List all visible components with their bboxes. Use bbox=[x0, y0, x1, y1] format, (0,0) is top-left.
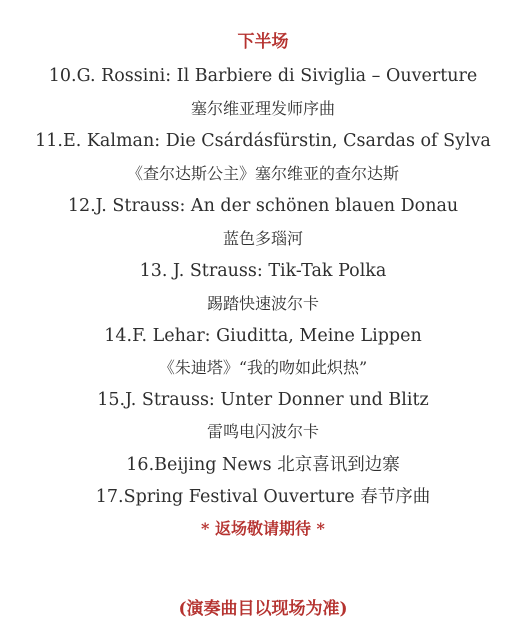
program-item-14-title: 14.F. Lehar: Giuditta, Meine Lippen bbox=[104, 326, 422, 346]
program-subject-to-change-note: (演奏曲目以现场为准) bbox=[178, 599, 348, 619]
program-item-13-chinese-title: 踢踏快速波尔卡 bbox=[206, 294, 319, 313]
program-item-15-title: 15.J. Strauss: Unter Donner und Blitz bbox=[97, 390, 429, 410]
program-item-16-title: 16.Beijing News 北京喜讯到边寨 bbox=[126, 455, 400, 475]
program-item-11-title: 11.E. Kalman: Die Csárdásfürstin, Csardas of Sylva bbox=[35, 131, 491, 151]
program-item-15-chinese-title: 雷鸣电闪波尔卡 bbox=[206, 422, 319, 441]
program-item-12-title: 12.J. Strauss: An der schönen blauen Donau bbox=[67, 196, 459, 216]
program-item-10-title: 10.G. Rossini: Il Barbiere di Siviglia – Ouverture bbox=[48, 66, 478, 86]
encore-note: * 返场敬请期待 * bbox=[201, 519, 325, 538]
program-item-13-title: 13. J. Strauss: Tik-Tak Polka bbox=[139, 261, 387, 281]
program-item-14-chinese-title: 《朱迪塔》“我的吻如此炽热” bbox=[158, 358, 368, 377]
program-item-17-title: 17.Spring Festival Ouverture 春节序曲 bbox=[95, 487, 431, 507]
program-item-10-chinese-title: 塞尔维亚理发师序曲 bbox=[190, 99, 335, 118]
section-title: 下半场 bbox=[237, 32, 289, 52]
program-item-12-chinese-title: 蓝色多瑙河 bbox=[222, 229, 303, 248]
program-item-11-chinese-title: 《查尔达斯公主》塞尔维亚的查尔达斯 bbox=[126, 164, 399, 183]
